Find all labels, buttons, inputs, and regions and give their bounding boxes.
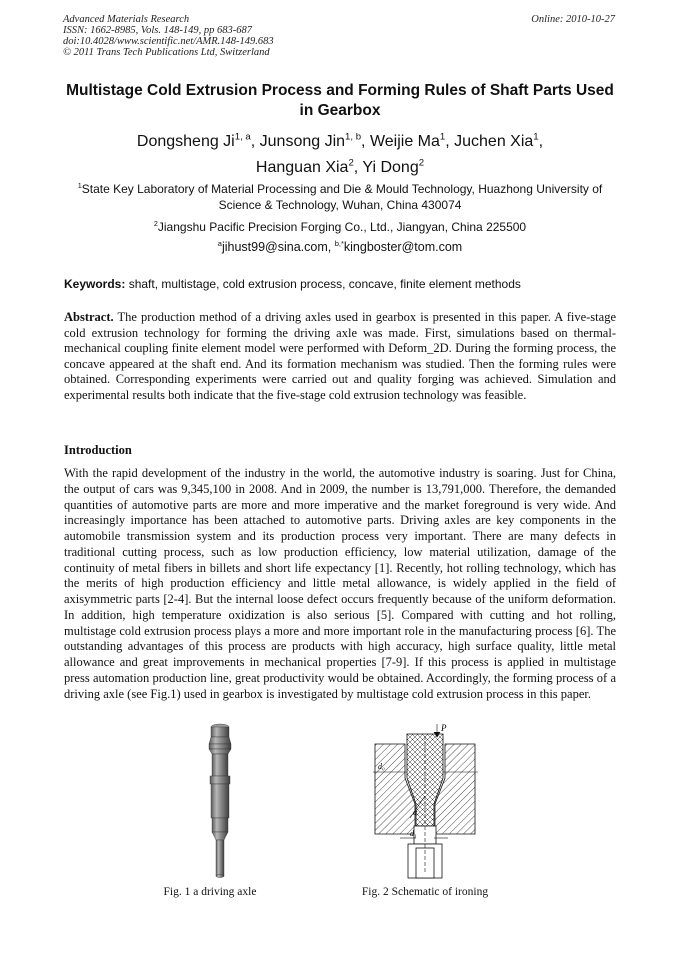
label-alpha: α bbox=[413, 808, 418, 817]
journal-name: Advanced Materials Research bbox=[63, 14, 190, 25]
copyright-line: © 2011 Trans Tech Publications Ltd, Switzerland bbox=[63, 47, 270, 58]
introduction-body: With the rapid development of the industry in the world, the automotive industry is soaring. Just for China, the output of cars was 9,345,100 in 2008. And in 2009, the number is 13,791,000. Therefore, the demanded quantities of automotive parts are more and more imperative and the market foreground is very wide. And increasingly importance has been attached to automotive parts. Driving axles are key components in the automobile transmission system and its production process very important. There are many defects in traditional cutting process, such as low production efficiency, low material utilization, damage of the continuity of metal fibers in billets and short life expectancy [1]. Recently, hot rolling technology, which has the merits of high production efficiency and little metal allowance, is widely applied in the field of axisymmetric parts [2-4]. But the internal loose defect occurs frequently because of the uniform deformation. In addition, high temperature oxidization is also serious [5]. Compared with cutting and hot rolling, multistage cold extrusion process plays a more and more important role in the manufacturing process [6]. The outstanding advantages of this process are products with high accuracy, high surface quality, little metal allowance and great improvements in mechanical properties [7-9]. If this process is applied in multistage press automation production line, great productivity would be obtained. Accordingly, the forming process of a driving axle (see Fig.1) used in gearbox is investigated by multistage cold extrusion process in this paper. bbox=[64, 466, 616, 701]
author-name: Weijie Ma bbox=[369, 133, 440, 150]
author-list: Dongsheng Ji$^{1, a}$, Junsong Jin$^{1, b}$, Weijie Ma$^1$, Juchen Xia$^1$, Hanguan Xia$^2$, Yi Dong$^2$ bbox=[136, 131, 544, 176]
affiliation-text: State Key Laboratory of Material Processing and Die & Mould Technology, Huazhong University of Science & Technology, Wuhan, China 430074 bbox=[81, 182, 603, 212]
paper-title: Multistage Cold Extrusion Process and Forming Rules of Shaft Parts Used in Gearbox bbox=[66, 82, 614, 119]
author-affiliation-mark: 2 bbox=[348, 157, 354, 169]
section-heading-introduction: Introduction bbox=[64, 443, 132, 457]
author-affiliation-mark: 1 bbox=[439, 131, 446, 143]
journal-header bbox=[63, 14, 615, 58]
author-name: Hanguan Xia bbox=[255, 159, 349, 176]
label-p: P bbox=[441, 723, 447, 733]
driving-axle-figure bbox=[185, 722, 255, 882]
label-d1: d₁ bbox=[410, 829, 417, 838]
affiliation-text: Jiangshu Pacific Precision Forging Co., Ltd., Jiangyan, China 225500 bbox=[157, 220, 527, 234]
author-affiliation-mark: 1, b bbox=[345, 131, 362, 143]
keywords-text: shaft, multistage, cold extrusion process, concave, finite element methods bbox=[128, 277, 521, 291]
abstract-text: The production method of a driving axles used in gearbox is presented in this paper. A five-stage cold extrusion technology for forming the driving axle was made. First, simulations based on thermal-mechanical coupling finite element model were performed with Deform_2D. During the forming process, the concave appeared at the shaft end. And its formation mechanism was studied. Then the forming rules were obtained. Corresponding experiments were carried out and quality forging was achieved. Simulation and experimental results both indicate that the five-stage cold extrusion technology was feasible. bbox=[64, 310, 616, 402]
affiliation-mark: 2 bbox=[153, 219, 158, 228]
ironing-schematic-figure bbox=[370, 722, 480, 882]
online-date: Online: 2010-10-27 bbox=[531, 14, 615, 25]
author-affiliation-mark: 1 bbox=[533, 131, 539, 143]
author-name: Juchen Xia bbox=[454, 133, 534, 150]
email-link[interactable]: jihust99@sina.com, bbox=[221, 240, 332, 254]
label-d0: d₀ bbox=[378, 762, 385, 771]
affiliation-2 bbox=[62, 220, 618, 234]
affiliation-mark: 1 bbox=[77, 181, 82, 190]
keywords bbox=[64, 277, 616, 291]
issn-line: ISSN: 1662-8985, Vols. 148-149, pp 683-687 bbox=[63, 25, 252, 36]
author-affiliation-mark: 1, a bbox=[234, 131, 251, 143]
author-name: Dongsheng Ji bbox=[136, 133, 235, 150]
abstract bbox=[64, 310, 616, 404]
email-link[interactable]: kingboster@tom.com bbox=[343, 240, 463, 254]
email-line bbox=[62, 240, 618, 254]
affiliation-1 bbox=[62, 182, 618, 213]
author-affiliation-mark: 2 bbox=[418, 157, 425, 169]
keywords-label: Keywords: bbox=[64, 277, 126, 291]
email-mark: b,* bbox=[334, 238, 344, 248]
author-name: Yi Dong bbox=[362, 159, 419, 176]
figure-1-caption: Fig. 1 a driving axle bbox=[163, 886, 257, 898]
axle-shape bbox=[209, 724, 231, 878]
email-mark: a bbox=[217, 238, 222, 248]
author-name: Junsong Jin bbox=[259, 133, 346, 150]
abstract-label: Abstract. bbox=[64, 310, 114, 324]
figure-2-caption: Fig. 2 Schematic of ironing bbox=[361, 886, 489, 898]
doi-line: doi:10.4028/www.scientific.net/AMR.148-149.683 bbox=[63, 36, 274, 47]
